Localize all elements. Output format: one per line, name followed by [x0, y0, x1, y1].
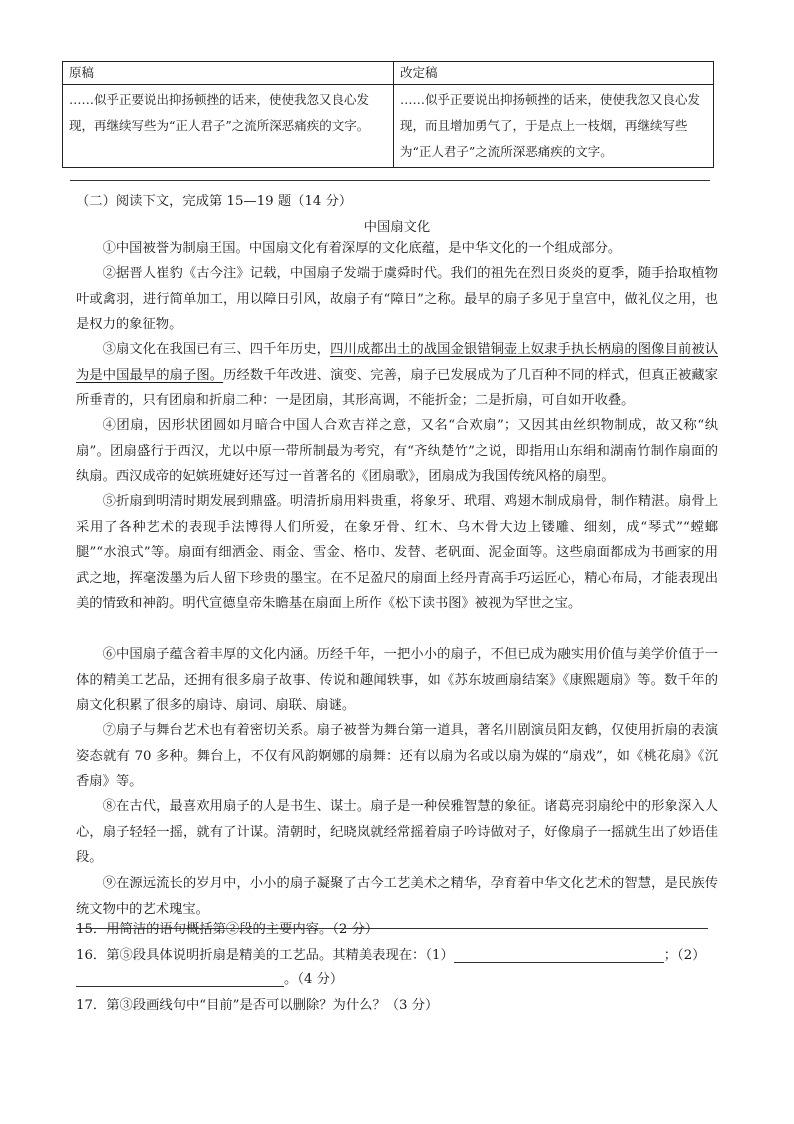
paragraph-9: ⑨在源远流长的岁月中，小小的扇子凝聚了古今工艺美术之精华，孕育着中华文化艺术的智慧，是民族传统文物中的艺术瑰宝。: [76, 876, 718, 917]
question-16-prefix: 16．第⑤段具体说明折扇是精美的工艺品。其精美表现在：（1）: [76, 948, 454, 963]
paragraph-8: ⑧在古代，最喜欢用扇子的人是书生、谋士。扇子是一种侯雅智慧的象征。诸葛亮羽扇纶中的形象深入人心，扇子轻轻一摇，就有了计谋。清朝时，纪晓岚就经常摇着扇子吟诗做对子，好像扇子一摇就生出了妙语佳段。: [76, 799, 718, 865]
question-16: [76, 944, 705, 963]
answer-blank-16-1[interactable]: [454, 948, 664, 963]
header-original: 原稿: [63, 62, 394, 85]
question-16-suffix: 。（4 分）: [284, 972, 344, 987]
paragraph-4: ④团扇，因形状团圆如月暗合中国人合欢吉祥之意，又名“合欢扇”；又因其由丝织物制成，故又称“纨扇”。团扇盛行于西汉，尤以中原一带所制最为考究，有“齐纨楚竹”之说，即指用山东绢和湖南竹制作扇面的纨扇。西汉成帝的妃嫔班婕好还写过一首著名的《团扇歌》，团扇成为我国传统风格的扇型。: [76, 418, 718, 484]
question-16-cont: [76, 968, 343, 987]
paragraph-3-lead: ③扇文化在我国已有三、四千年历史，: [102, 342, 331, 357]
answer-line-15[interactable]: [76, 928, 708, 929]
paragraph-3: [76, 337, 718, 414]
underlined-sentence: 四川成都出土的战国金银错铜壶上奴隶手执长柄扇的图像目前被认为是中国最早的扇子图。: [76, 342, 719, 383]
section-heading: （二）阅读下文，完成第 15—19 题（14 分）: [76, 194, 353, 209]
question-16-mid: ；（2）: [663, 948, 706, 963]
paragraph-3-rest: 历经数千年改进、演变、完善，扇子已发展成为了几百种不同的样式，但真正被藏家所垂青的，只有团扇和折扇二种：一是团扇，其形高调，不能折金；二是折扇，可自如开收叠。: [76, 367, 719, 408]
article-title: 中国扇文化: [363, 220, 431, 235]
paragraph-2: ②据晋人崔豹《古今注》记载，中国扇子发端于虞舜时代。我们的祖先在烈日炎炎的夏季，随手拾取植物叶或禽羽，进行简单加工，用以障日引风，故扇子有“障日”之称。最早的扇子多见于皇宫中，做礼仪之用，也是权力的象征物。: [76, 266, 718, 332]
paragraph-5: ⑤折扇到明清时期发展到鼎盛。明清折扇用料贵重，将象牙、玳瑁、鸡翅木制成扇骨，制作精湛。扇骨上采用了各种艺术的表现手法博得人们所爱，在象牙骨、红木、乌木骨大边上镂雕、细刻，成“琴式”“螳螂腿”“水浪式”等。扇面有细洒金、雨金、雪金、格巾、发替、老矾面、泥金面等。这些扇面都成为书画家的用武之地，挥毫泼墨为后人留下珍贵的墨宝。在不足盈尺的扇面上经丹青高手巧运匠心，精心布局，才能表现出美的情致和神韵。明代宣德皇帝朱瞻基在扇面上所作《松下读书图》被视为罕世之宝。: [76, 494, 718, 611]
header-revised: 改定稿: [394, 62, 714, 85]
comparison-table: [62, 61, 714, 168]
paragraph-7: ⑦扇子与舞台艺术也有着密切关系。扇子被誉为舞台第一道具，著名川剧演员阳友鹤，仅使用折扇的表演姿态就有 70 多种。舞台上，不仅有风韵婀娜的扇舞：还有以扇为名或以扇为媒的“扇戏”，如《桃花扇》《沉香扇》等。: [76, 723, 718, 789]
question-15: 15．用简洁的语句概括第②段的主要内容。（2 分）: [76, 922, 379, 937]
original-text-cell: ……似乎正要说出抑扬顿挫的话来，使使我忽又良心发现，再继续写些为“正人君子”之流所深恶痛疾的文字。: [63, 85, 394, 168]
answer-blank-16-2[interactable]: [76, 972, 284, 987]
section-divider: [70, 180, 710, 181]
revised-text-cell: ……似乎正要说出抑扬顿挫的话来，使使我忽又良心发现，而且增加勇气了，于是点上一枝烟，再继续写些为“正人君子”之流所深恶痛疾的文字。: [394, 85, 714, 168]
paragraph-6: ⑥中国扇子蕴含着丰厚的文化内涵。历经千年，一把小小的扇子，不但已成为融实用价值与美学价值于一体的精美工艺品，还拥有很多扇子故事、传说和趣闻轶事，如《苏东坡画扇结案》《康熙题扇》等。数千年的扇文化积累了很多的扇诗、扇词、扇联、扇谜。: [76, 647, 718, 713]
paragraph-1: ①中国被誉为制扇王国。中国扇文化有着深厚的文化底蕴，是中华文化的一个组成部分。: [102, 241, 622, 256]
question-17: 17．第③段画线句中“目前”是否可以删除？为什么？（3 分）: [76, 998, 439, 1013]
